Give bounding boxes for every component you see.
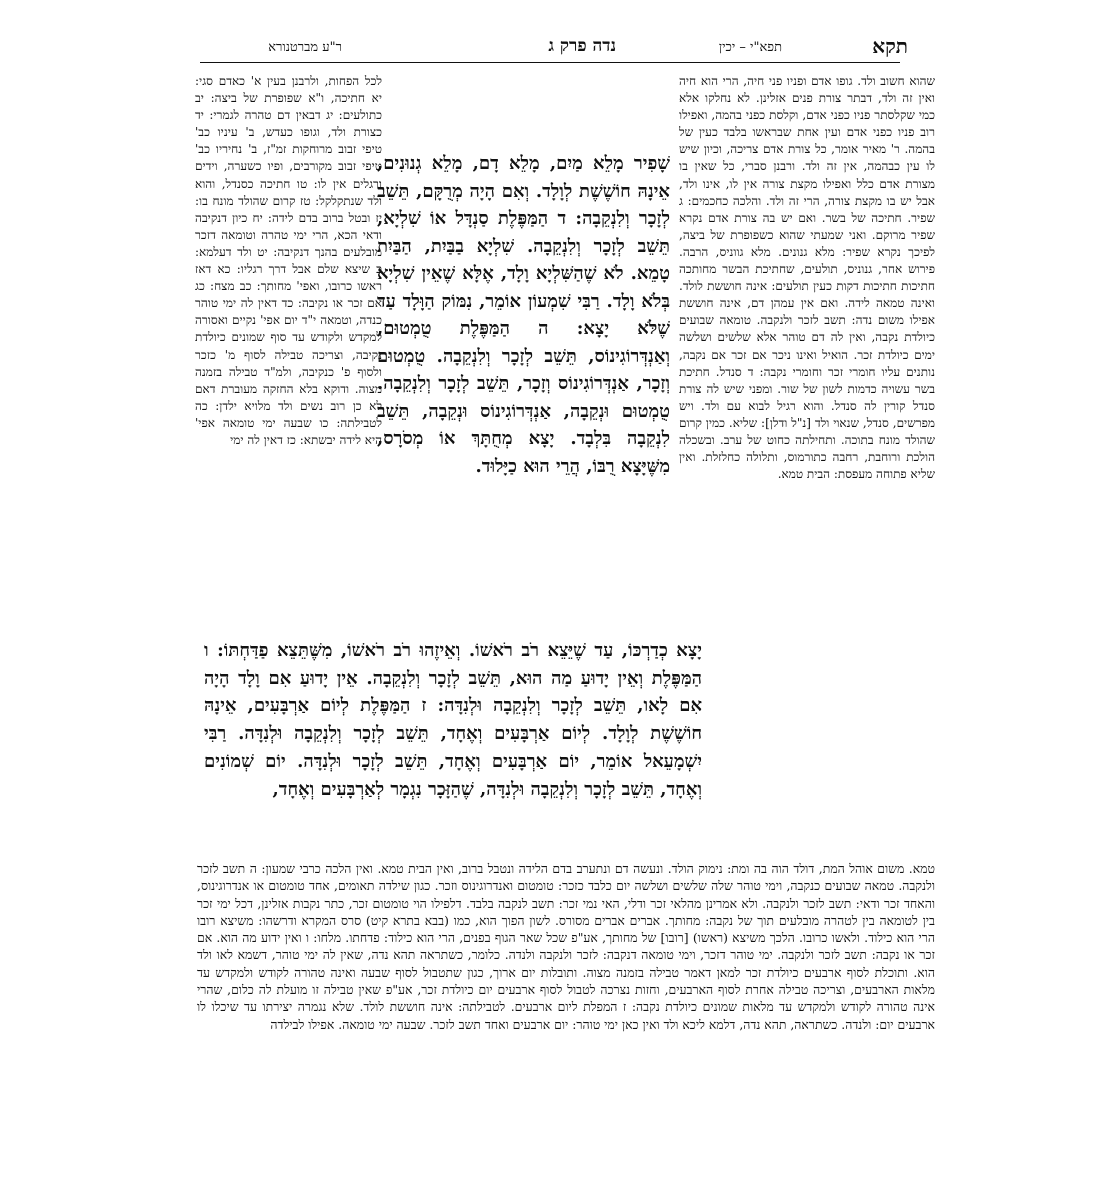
tiferet-yisrael-column: לכל הפחות, ולרבנן בעין א' כאדם סגי: יא חתיכה, ו"א שפופרת של ביצה: יב כתולעים: יג דבאין דם טהרה לגמרי: יד כצורת ולד, וגופו כעדש, ב' עיניו כב' טיפי זבוב מרוחקות זמ"ז, ב' נחיריו כב' טיפי זבוב מקורבים, ופיו כשערה, וידים ורגלים אין לו: טו חתיכה כסנדל, והוא ולד שנתקלקל: טז קרום שהולד מונח בו: יז ובטל ברוב בדם לידה: יח כיון דנקיבה ודאי הכא, הרי ימי טהרה וטומאה דזכר מובלעים בהנך דנקיבה: יט ולד דעלמא: כ שיצא שלם אבל דרך רגליו: כא דאז ראשו כרובו, ואפי' מחותך: כב מצח: כג אם זכר או נקיבה: כד דאין לה ימי טוהר כנדה, וטמאה י"ד יום אפי' נקיים ואסורה למקדש ולקודש עד סוף שמונים כיולדת נקיבה, וצריכה טבילה לסוף מ' כזכר ולסוף פ' כנקיבה, ולמ"ד טבילה בזמנה מצוה. ודוקא בלא החזקה מעוברת דאם לא כן רוב נשים ולד מלויא ילדן: כה לטבילתה: כו שבעה ימי טומאה אפי' היא לידה יבשתא: כז דאין לה ימי	[195, 74, 382, 447]
mishnah-text-upper: שָׁפִיר מָלֵא מַיִם, מָלֵא דָם, מָלֵא גְנוּנִים, אֵינָהּ חוֹשֶׁשֶׁת לְוָלָד. וְאִם הָיָה מְרֻקָּם, תֵּשֵׁב לְזָכָר וְלִנְקֵבָה: ד הַמַּפֶּלֶת סַנְדָּל אוֹ שִׁלְיָא, תֵּשֵׁב לְזָכָר וְלִנְקֵבָה. שִׁלְיָא בַבַּיִת, הַבַּיִת טָמֵא. לֹא שֶׁהַשִּׁלְיָא וָלָד, אֶלָּא שֶׁאֵין שִׁלְיָא בְּלֹא וָלָד. רַבִּי שִׁמְעוֹן אוֹמֵר, נִמּוֹק הַוָּלָד עַד שֶׁלֹּא יָצָא: ה הַמַּפֶּלֶת טֻמְטוּם, וְאַנְדְּרוֹגִינוֹס, תֵּשֵׁב לְזָכָר וְלִנְקֵבָה. טֻמְטוּם וְזָכָר, אַנְדְּרוֹגִינוֹס וְזָכָר, תֵּשֵׁב לְזָכָר וְלִנְקֵבָה. טֻמְטוּם וּנְקֵבָה, אַנְדְּרוֹגִינוֹס וּנְקֵבָה, תֵּשֵׁב לִנְקֵבָה בִּלְבָד. יָצָא מְחֻתָּךְ אוֹ מְסֹרָס, מִשֶּׁיָּצָא רֻבּוֹ, הֲרֵי הוּא כַיָּלוּד.	[377, 153, 670, 477]
bartenura-column: שהוא חשוב ולד. גופו אדם ופניו פני חיה, הרי הוא חיה ואין זה ולד, דבתר צורת פנים אזלינן. לא נחלקו אלא כמי שקלסתר פניו כפני אדם, וקלסת כפני בהמה, ואפילו רוב פניו כפני אדם ועין אחת שבראשו בלבד כעין של בהמה. ר' מאיר אומר, כל צורת אדם צריכה, וכיון שיש לו עין כבהמה, אין זה ולד. ורבנן סברי, כל שאין בו מצורת אדם כלל ואפילו מקצת צורה אין לו, אינו ולד, אבל יש בו מקצת צורה, הרי זה ולד. והלכה כחכמים: ג שפיר. חתיכה של בשר. ואם יש בה צורת אדם נקרא שפיר מרוקם. ואני שמעתי שהוא כשפופרת של ביצה, לפיכך נקרא שפיר: מלא גנונים. מלא גווניס, הרבה. פירוש אחר, גנוניס, תולעים, שחתיכת הבשר מחותכה חתיכות חתיכות דקות כעין תולעים: אינה חוששת לולד. ואינה טמאה לידה. ואם אין עמהן דם, אינה חוששת אפילו משום נדה: תשב לזכר ולנקבה. טומאה שבועים כיולדת נקבה, ואין לה דם טוהר אלא שלשים ושלשה ימים כיולדת זכר. הואיל ואינו ניכר אם זכר אם נקבה, נותנים עליו חומרי זכר וחומרי נקבה: ד סנדל. חתיכת בשר עשויה כדמות לשון של שור. ומפני שיש לה צורת סנדל קורין לה סנדל. והוא רגיל לבוא עם ולד. ויש מפרשים, סנדל, שנאוי ולד [נ"ל ודלן]: שליא. כמין קרום שהולד מונח בתוכה. ותחילתה כחוט של ערב. ובשכלה הולכת ורוחבת, רחבה כתורמוס, ותלולה כחלזלת. ואין שליא פתוחה מעפסת: הבית טמא.	[679, 74, 935, 482]
folio-number: תקא	[872, 34, 908, 58]
commentator-label: ר"ע מברטנורא	[268, 40, 342, 55]
running-header	[208, 34, 908, 56]
header-divider	[200, 62, 900, 63]
tiferet-range-label: תפא"י – יכין	[718, 40, 782, 55]
mishnah-text-lower: יָצָא כְדַרְכּוֹ, עַד שֶׁיֵּצֵא רֹב רֹאשׁוֹ. וְאֵיזֶהוּ רֹב רֹאשׁוֹ, מִשֶּׁתֵּצֵא פַדַּחְתּוֹ: ו הַמַּפֶּלֶת וְאֵין יָדוּעַ מַה הוּא, תֵּשֵׁב לְזָכָר וְלִנְקֵבָה. אֵין יָדוּעַ אִם וָלָד הָיָה אִם לָאו, תֵּשֵׁב לְזָכָר וְלִנְקֵבָה וּלְנִדָּה: ז הַמַּפֶּלֶת לְיוֹם אַרְבָּעִים, אֵינָהּ חוֹשֶׁשֶׁת לְוָלָד. לְיוֹם אַרְבָּעִים וְאֶחָד, תֵּשֵׁב לְזָכָר וְלִנְקֵבָה וּלְנִדָּה. רַבִּי יִשְׁמָעֵאל אוֹמֵר, יוֹם אַרְבָּעִים וְאֶחָד, תֵּשֵׁב לְזָכָר וּלְנִדָּה. יוֹם שְׁמוֹנִים וְאֶחָד, תֵּשֵׁב לְזָכָר וְלִנְקֵבָה וּלְנִדָּה, שֶׁהַזָּכָר נִגְמָר לְאַרְבָּעִים וְאֶחָד,	[204, 640, 702, 800]
bartenura-bottom-block: טמא. משום אוהל המת, דולד הוה בה ומת: נימוק הולד. ונעשה דם ונתערב בדם הלידה ונטבל ברוב, ואין הבית טמא. ואין הלכה כרבי שמעון: ה תשב לזכר ולנקבה. טמאה שבועים כנקבה, וימי טוהר שלה שלשים ושלשה יום כלבד כזכר: טומטום ואנדרוגינוס וזכר. כגון שילדה תאומים, אחד טומטום או אנדרוגינוס, והאחד זכר ודאי: תשב לזכר ולנקבה. ולא אמרינן מהלאי זכר ודלי, האי נמי זכר: תשב לנקבה בלבד. דלפילו הוי טומטום זכר, כתר נקבות אזלינן, דכל ימי זכר בין לטומאה בין לטהרה מובלעים תוך של נקבה: מחותך. אברים אברים מסורס. לשון הפוך הוא, כמו (בבא בתרא קיט) סרס המקרא ודרשהו: משיצא רובו הרי הוא כילוד. ולאשו כרובו. הלכך משיצא (ראשו) [רובו] של מחותך, אע"פ שכל שאר הגוף בפנים, הרי הוא כילוד: פדחתו. מלחו: ו ואין ידוע מה הוא. אם זכר או נקבה: תשב לזכר ולנקבה. ימי טוהר דזכר, וימי טומאה דנקבה: לזכר ולנקבה ולנדה. כלומר, כשתראה תהא נדה, שאין לה ימי טוהר, דשמא לאו ולד הוא. ותוכלת לסוף ארבעים כיולדת זכר למאן דאמר טבילה בזמנה מצוה. ותובלות יום ארוך, כגון שתטבול לסוף שבעה ואינה טהורה לקודש ולמקדש עד מלאות הארבעים, וצריכה טבילה אחרת לסוף הארבעים, וחזות נצרכה לטבול לסוף ארבעים יום כיולדת זכר, אע"פ שאין טבילה זו מועלת לה כלום, שהרי אינה טהורה לקודש ולמקדש עד מלאות שמונים כיולדת נקבה: ז המפלת ליום ארבעים. לטבילתה: אינה חוששת לולד. שלא נגמרה יצירתו עד שיכלו לו ארבעים יום: ולנדה. כשתראה, תהא נדה, דלמא ליכא ולד ואין כאן ימי טוהר: יום ארבעים ואחד תשב לזכר. שבעה ימי טומאה. אפילו לבילדה	[197, 861, 935, 1032]
chapter-title: נדה פרק ג	[548, 36, 616, 56]
